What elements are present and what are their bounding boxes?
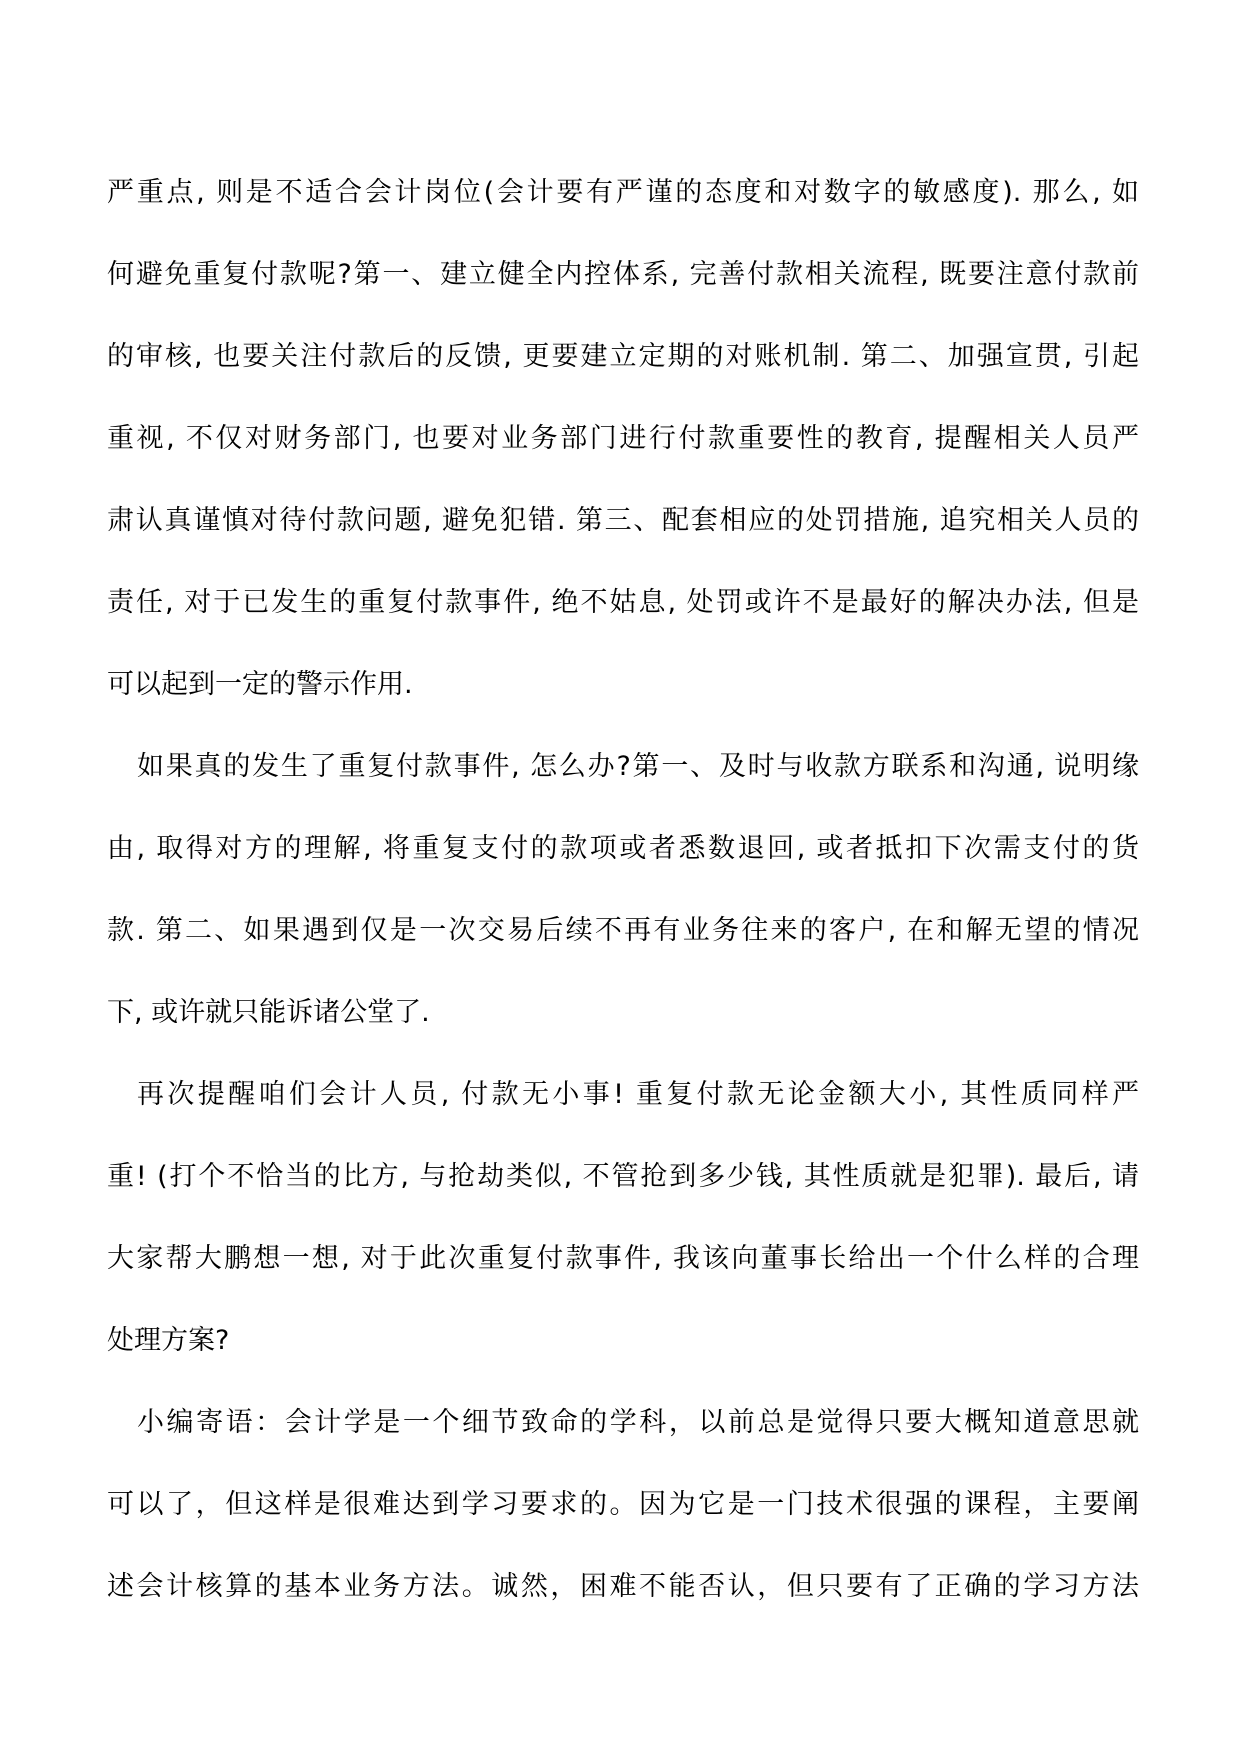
text-line: 何避免重复付款呢?第一、建立健全内控体系, 完善付款相关流程, 既要注意付款前 [107,259,1139,290]
text-line: 肃认真谨慎对待付款问题, 避免犯错. 第三、配套相应的处罚措施, 追究相关人员的 [107,505,1139,536]
text-line: 下, 或许就只能诉诸公堂了. [107,997,430,1028]
text-line: 处理方案? [107,1325,230,1356]
text-line: 由, 取得对方的理解, 将重复支付的款项或者悉数退回, 或者抵扣下次需支付的货 [107,833,1139,864]
paragraph-remedies [107,726,1139,1054]
paragraph-reminder [107,1054,1139,1382]
text-line: 的审核, 也要关注付款后的反馈, 更要建立定期的对账机制. 第二、加强宣贯, 引起 [107,341,1139,372]
text-line: 如果真的发生了重复付款事件, 怎么办?第一、及时与收款方联系和沟通, 说明缘 [137,751,1139,782]
text-line: 严重点, 则是不适合会计岗位(会计要有严谨的态度和对数字的敏感度). 那么, 如 [107,177,1139,208]
text-line: 小编寄语：会计学是一个细节致命的学科，以前总是觉得只要大概知道意思就 [137,1407,1139,1438]
text-line: 述会计核算的基本业务方法。诚然，困难不能否认，但只要有了正确的学习方法 [107,1571,1139,1602]
paragraph-editor-note [107,1382,1139,1628]
text-line: 大家帮大鹏想一想, 对于此次重复付款事件, 我该向董事长给出一个什么样的合理 [107,1243,1139,1274]
text-line: 款. 第二、如果遇到仅是一次交易后续不再有业务往来的客户, 在和解无望的情况 [107,915,1139,946]
text-line: 重视, 不仅对财务部门, 也要对业务部门进行付款重要性的教育, 提醒相关人员严 [107,423,1139,454]
text-line: 责任, 对于已发生的重复付款事件, 绝不姑息, 处罚或许不是最好的解决办法, 但是 [107,587,1139,618]
document-body [107,152,1139,1628]
paragraph-internal-controls [107,152,1139,726]
text-line: 可以了，但这样是很难达到学习要求的。因为它是一门技术很强的课程，主要阐 [107,1489,1139,1520]
text-line: 重! (打个不恰当的比方, 与抢劫类似, 不管抢到多少钱, 其性质就是犯罪). 最后, 请 [107,1161,1139,1192]
text-line: 可以起到一定的警示作用. [107,669,413,700]
text-line: 再次提醒咱们会计人员, 付款无小事! 重复付款无论金额大小, 其性质同样严 [137,1079,1139,1110]
